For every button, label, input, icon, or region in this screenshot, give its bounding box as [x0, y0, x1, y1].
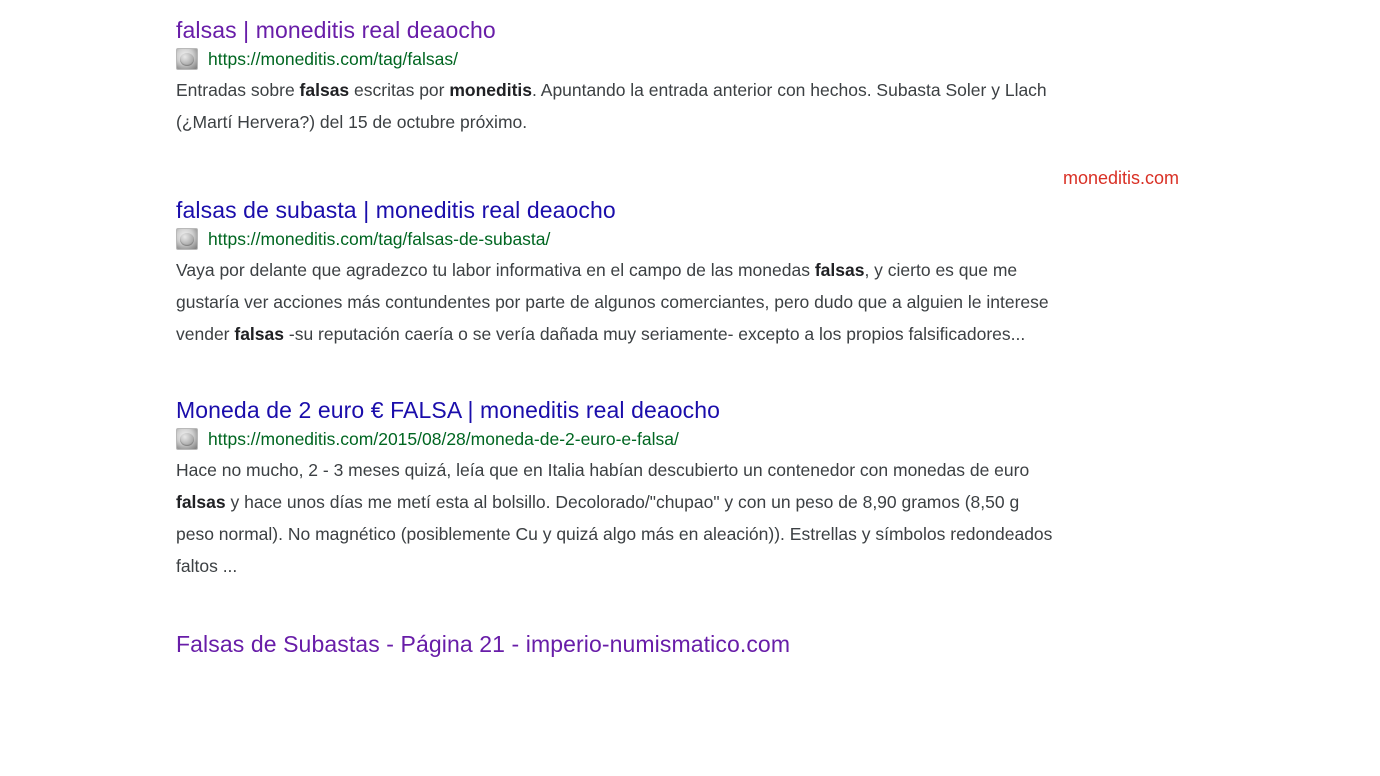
result-title-link[interactable]: falsas | moneditis real deaocho — [176, 17, 496, 43]
site-name-label: moneditis.com — [1062, 168, 1179, 188]
search-result-item — [176, 630, 1186, 658]
result-url[interactable]: https://moneditis.com/tag/falsas/ — [208, 49, 458, 69]
result-title-link[interactable]: falsas de subasta | moneditis real deaocho — [176, 197, 616, 223]
result-title-link[interactable]: Moneda de 2 euro € FALSA | moneditis real deaocho — [176, 397, 721, 423]
result-snippet: Hace no mucho, 2 - 3 meses quizá, leía que en Italia habían descubierto un contenedor con monedas de euro falsas y hace unos días me metí esta al bolsillo. Decolorado/"chupao" y con un peso de 8,90 gramos (8,50 g peso normal). No magnético (posiblemente Cu y quizá algo más en aleación)). Estrellas y símbolos redondeados faltos ... — [176, 460, 1053, 576]
search-result-item — [176, 396, 1186, 582]
result-title-link[interactable]: Falsas de Subastas - Página 21 - imperio-numismatico.com — [176, 631, 791, 657]
result-url-row — [176, 48, 1186, 70]
search-results-list — [176, 0, 1186, 688]
result-url-row — [176, 428, 1186, 450]
result-snippet: Vaya por delante que agradezco tu labor informativa en el campo de las monedas falsas, y cierto es que me gustaría ver acciones más contundentes por parte de algunos comerciantes, pero dudo que a alguien le interese vender falsas -su reputación caería o se vería dañada muy seriamente- excepto a los propios falsificadores... — [176, 260, 1049, 344]
result-url[interactable]: https://moneditis.com/2015/08/28/moneda-de-2-euro-e-falsa/ — [208, 429, 679, 449]
result-url[interactable]: https://moneditis.com/tag/falsas-de-subasta/ — [208, 229, 551, 249]
result-url-row — [176, 228, 1186, 250]
search-result-item — [176, 16, 1186, 138]
coin-favicon-icon — [176, 428, 198, 450]
coin-favicon-icon — [176, 48, 198, 70]
result-snippet: Entradas sobre falsas escritas por moneditis. Apuntando la entrada anterior con hechos. Subasta Soler y Llach (¿Martí Hervera?) del 15 de octubre próximo. — [176, 80, 1047, 132]
search-result-item — [176, 196, 1186, 350]
coin-favicon-icon — [176, 228, 198, 250]
